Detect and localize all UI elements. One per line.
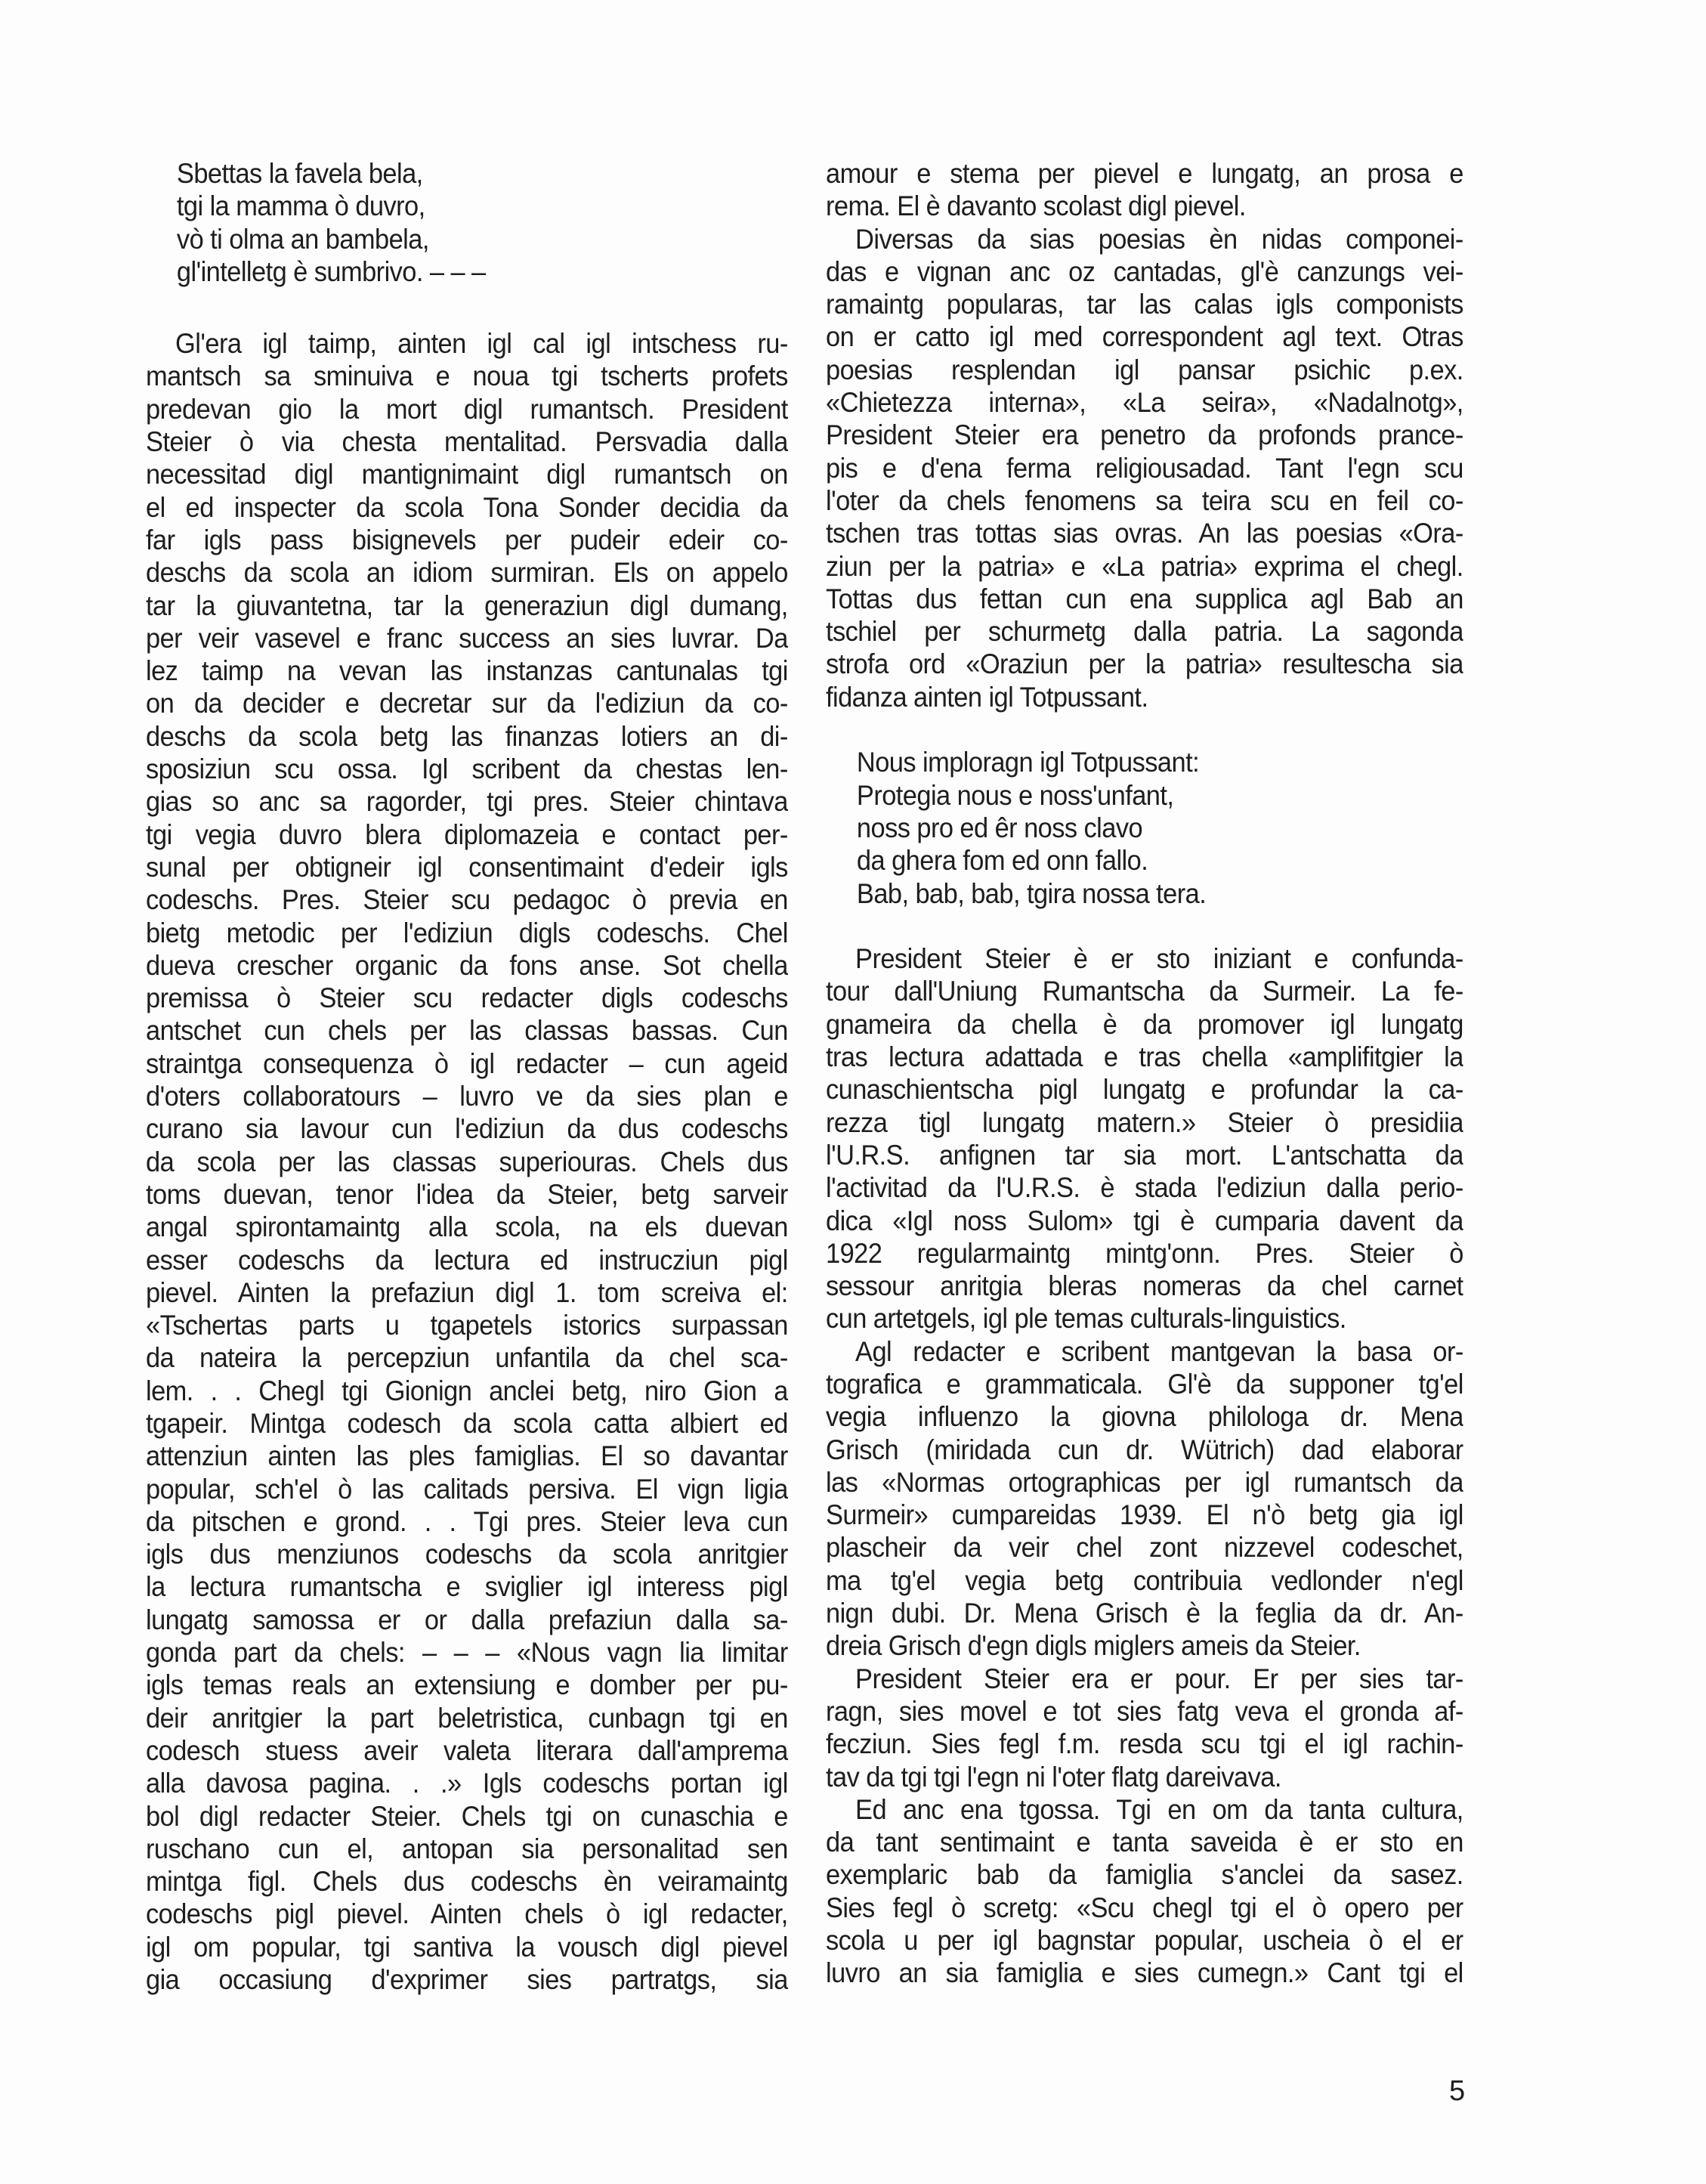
text-line: far igls pass bisignevels per pudeir edeir co-	[146, 524, 788, 555]
text-line: Sies fegl ò scretg: «Scu chegl tgi el ò opero per	[826, 1892, 1463, 1923]
poem-line: Bab, bab, bab, tgira nossa tera.	[856, 877, 1207, 909]
text-line: antschet cun chels per las classas bassas. Cun	[146, 1015, 788, 1047]
paragraph-3	[826, 942, 1463, 1335]
text-line: bol digl redacter Steier. Chels tgi on cunaschia e	[146, 1800, 788, 1832]
text-line: amour e stema per pievel e lungatg, an prosa e	[826, 158, 1463, 189]
text-line: tour dall'Uniung Rumantscha da Surmeir. La fe-	[826, 976, 1463, 1007]
text-line: tar la giuvantetna, tar la generaziun digl dumang,	[146, 589, 788, 621]
text-line: Ed anc ena tgossa. Tgi en om da tanta cultura,	[855, 1793, 1463, 1825]
text-line: President Steier era penetro da profonds prance-	[826, 419, 1463, 451]
paragraph-6	[826, 1793, 1463, 1990]
text-line: tschiel per schurmetg dalla patria. La sagonda	[826, 616, 1463, 648]
text-line: on er catto igl med correspondent agl text. Otras	[826, 321, 1463, 353]
text-line: Tottas dus fettan cun ena supplica agl Bab an	[826, 583, 1463, 614]
text-line: codesch stuess aveir valeta literara dall'amprema	[146, 1734, 788, 1766]
paragraph-4	[826, 1335, 1463, 1663]
poem-line: noss pro ed êr noss clavo	[856, 812, 1143, 843]
text-line: deschs da scola an idiom surmiran. Els on appelo	[146, 557, 788, 589]
left-column	[146, 157, 788, 1996]
text-line: da pitschen e grond. . . Tgi pres. Steier leva cun	[146, 1505, 788, 1537]
text-line: tografica e grammaticala. Gl'è da supponer tg'el	[826, 1368, 1463, 1400]
text-line: toms duevan, tenor l'idea da Steier, betg sarveir	[146, 1178, 788, 1210]
poem-line: da ghera fom ed onn fallo.	[856, 845, 1148, 877]
paragraph-2	[826, 223, 1463, 713]
text-line: igls dus menziunos codeschs da scola anritgier	[146, 1539, 788, 1570]
text-line: das e vignan anc oz cantadas, gl'è canzungs vei-	[826, 255, 1463, 287]
text-line: nign dubi. Dr. Mena Grisch è la feglia da dr. An-	[826, 1598, 1463, 1629]
text-line: tgapeir. Mintga codesch da scola catta albiert ed	[146, 1407, 788, 1439]
stanza-gap	[146, 288, 788, 327]
text-line: sessour anritgia bleras nomeras da chel carnet	[826, 1270, 1463, 1302]
text-line: pis e d'ena ferma religiousadad. Tant l'egn scu	[826, 452, 1463, 484]
text-line: alla davosa pagina. . .» Igls codeschs portan igl	[146, 1768, 788, 1799]
text-line: lungatg samossa er or dalla prefaziun dalla sa-	[146, 1604, 788, 1635]
text-line: esser codeschs da lectura ed instrucziun pigl	[146, 1244, 788, 1276]
text-line: lem. . . Chegl tgi Gionign anclei betg, niro Gion a	[146, 1375, 788, 1406]
text-line: igl om popular, tgi santiva la vousch digl pievel	[146, 1931, 788, 1963]
text-line: attenziun ainten las ples famiglias. El so davantar	[146, 1440, 788, 1472]
text-line: Steier ò via chesta mentalitad. Persvadia dalla	[146, 426, 788, 458]
text-line: premissa ò Steier scu redacter digls codeschs	[146, 982, 788, 1014]
text-line: gnameira da chella è da promover igl lungatg	[826, 1008, 1463, 1040]
text-line: deschs da scola betg las finanzas lotiers an di-	[146, 720, 788, 752]
text-line: tschen tras tottas sias ovras. An las poesias «Ora-	[826, 518, 1463, 549]
text-line: fidanza ainten igl Totpussant.	[826, 681, 1148, 713]
text-line: dueva crescher organic da fons anse. Sot chella	[146, 949, 788, 981]
text-line: l'U.R.S. anfignen tar sia mort. L'antschatta da	[826, 1139, 1463, 1171]
text-line: plascheir da veir chel zont nizzevel codeschet,	[826, 1532, 1463, 1564]
poem-line: gl'intelletg è sumbrivo. – – –	[176, 255, 486, 287]
text-line: Surmeir» cumpareidas 1939. El n'ò betg gia igl	[826, 1499, 1463, 1531]
text-line: codeschs. Pres. Steier scu pedagoc ò previa en	[146, 884, 788, 916]
text-line: da scola per las classas superiouras. Chels dus	[146, 1146, 788, 1177]
paragraph-5	[826, 1663, 1463, 1793]
text-line: exemplaric bab da famiglia s'anclei da sasez.	[826, 1859, 1463, 1891]
text-line: da nateira la percepziun unfantila da chel sca-	[146, 1342, 788, 1374]
text-line: bietg metodic per l'ediziun digls codeschs. Chel	[146, 917, 788, 948]
poem-line: vò ti olma an bambela,	[176, 223, 429, 255]
text-line: «Chietezza interna», «La seira», «Nadalnotg»,	[826, 387, 1463, 419]
text-line: dica «Igl noss Sulom» tgi è cumparia davent da	[826, 1205, 1463, 1236]
body-paragraph	[146, 327, 788, 1996]
paragraph-1	[826, 157, 1463, 223]
text-line: Diversas da sias poesias èn nidas componei-	[855, 223, 1463, 255]
text-line: l'activitad da l'U.R.S. è stada l'ediziun dalla perio-	[826, 1172, 1463, 1204]
text-line: dreia Grisch d'egn digls miglers ameis da Steier.	[826, 1630, 1361, 1662]
text-line: scola u per igl bagnstar popular, uscheia ò el er	[826, 1925, 1463, 1957]
text-line: mantsch sa sminuiva e noua tgi tscherts profets	[146, 360, 788, 392]
text-line: angal spirontamaintg alla scola, na els duevan	[146, 1211, 788, 1243]
text-line: ragn, sies movel e tot sies fatg veva el gronda af-	[826, 1695, 1463, 1727]
text-line: las «Normas ortographicas per igl rumantsch da	[826, 1466, 1463, 1498]
text-line: ramaintg popularas, tar las calas igls componists	[826, 289, 1463, 320]
text-line: tras lectura adattada e tras chella «amplifitgier la	[826, 1041, 1463, 1073]
text-line: da tant sentimaint e tanta saveida è er sto en	[826, 1827, 1463, 1858]
poem-line: Nous imploragn igl Totpussant:	[856, 747, 1200, 778]
poem-gap-after	[826, 910, 1463, 942]
poem-line: tgi la mamma ò duvro,	[176, 190, 425, 222]
text-line: ziun per la patria» e «La patria» exprima el chegl.	[826, 550, 1463, 582]
text-line: tav da tgi tgi l'egn ni l'oter flatg dareivava.	[826, 1761, 1281, 1793]
text-line: predevan gio la mort digl rumantsch. President	[146, 393, 788, 425]
text-line: 1922 regularmaintg mintg'onn. Pres. Steier ò	[826, 1237, 1463, 1269]
text-line: sposiziun scu ossa. Igl scribent da chestas len-	[146, 753, 788, 785]
text-line: mintga figl. Chels dus codeschs èn veiramaintg	[146, 1866, 788, 1898]
text-line: on da decider e decretar sur da l'ediziun da co-	[146, 688, 788, 719]
text-line: ma tg'el vegia betg contribuia vedlonder n'egl	[826, 1564, 1463, 1596]
text-line: popular, sch'el ò las calitads persiva. El vign ligia	[146, 1473, 788, 1505]
prayer-poem	[826, 746, 1463, 909]
poem-line: Sbettas la favela bela,	[176, 158, 423, 189]
text-line: curano sia lavour cun l'ediziun da dus codeschs	[146, 1113, 788, 1145]
text-line: Gl'era igl taimp, ainten igl cal igl intschess ru-	[175, 328, 788, 360]
text-line: lez taimp na vevan las instanzas cantunalas tgi	[146, 655, 788, 687]
text-line: pievel. Ainten la prefaziun digl 1. tom screiva el:	[146, 1276, 788, 1308]
text-line: igls temas reals an extensiung e domber per pu-	[146, 1669, 788, 1701]
page-number: 5	[1449, 2075, 1466, 2107]
text-line: cun artetgels, igl ple temas culturals-linguistics.	[826, 1303, 1346, 1335]
text-line: gonda part da chels: – – – «Nous vagn lia limitar	[146, 1637, 788, 1669]
text-line: President Steier era er pour. Er per sies tar-	[855, 1663, 1463, 1694]
text-line: rezza tigl lungatg matern.» Steier ò presidiia	[826, 1106, 1463, 1138]
text-line: ruschano cun el, antopan sia personalitad sen	[146, 1833, 788, 1864]
text-line: l'oter da chels fenomens sa teira scu en feil co-	[826, 484, 1463, 516]
text-line: tgi vegia duvro blera diplomazeia e contact per-	[146, 818, 788, 850]
text-line: necessitad digl mantignimaint digl rumantsch on	[146, 459, 788, 490]
text-line: per veir vasevel e franc success an sies luvrar. Da	[146, 622, 788, 654]
text-line: el ed inspecter da scola Tona Sonder decidia da	[146, 491, 788, 523]
text-line: poesias resplendan igl pansar psichic p.ex.	[826, 354, 1463, 385]
text-line: deir anritgier la part beletristica, cunbagn tgi en	[146, 1702, 788, 1734]
poem-line: Protegia nous e noss'unfant,	[856, 779, 1174, 811]
poem-gap-before	[826, 713, 1463, 746]
opening-poem	[146, 157, 788, 288]
right-column	[826, 157, 1463, 1990]
text-line: vegia influenzo la giovna philologa dr. Mena	[826, 1401, 1463, 1433]
text-line: d'oters collaboratours – luvro ve da sies plan e	[146, 1081, 788, 1112]
text-line: codeschs pigl pievel. Ainten chels ò igl redacter,	[146, 1898, 788, 1930]
text-line: Agl redacter e scribent mantgevan la basa or-	[855, 1335, 1463, 1367]
text-line: straintga consequenza ò igl redacter – cun ageid	[146, 1047, 788, 1079]
text-line: Grisch (miridada cun dr. Wütrich) dad elaborar	[826, 1434, 1463, 1465]
text-line: la lectura rumantscha e sviglier igl interess pigl	[146, 1571, 788, 1603]
text-line: cunaschientscha pigl lungatg e profundar la ca-	[826, 1074, 1463, 1106]
text-line: strofa ord «Oraziun per la patria» resultescha sia	[826, 648, 1463, 680]
text-line: gia occasiung d'exprimer sies partratgs, sia	[146, 1964, 788, 1996]
text-line: fecziun. Sies fegl f.m. resda scu tgi el igl rachin-	[826, 1728, 1463, 1760]
text-line: luvro an sia famiglia e sies cumegn.» Cant tgi el	[826, 1957, 1463, 1989]
text-line: rema. El è davanto scolast digl pievel.	[826, 190, 1246, 222]
text-line: gias so anc sa ragorder, tgi pres. Steier chintava	[146, 786, 788, 818]
text-line: President Steier è er sto iniziant e confunda-	[855, 943, 1463, 975]
text-line: sunal per obtigneir igl consentimaint d'edeir igls	[146, 851, 788, 883]
text-line: «Tschertas parts u tgapetels istorics surpassan	[146, 1310, 788, 1341]
